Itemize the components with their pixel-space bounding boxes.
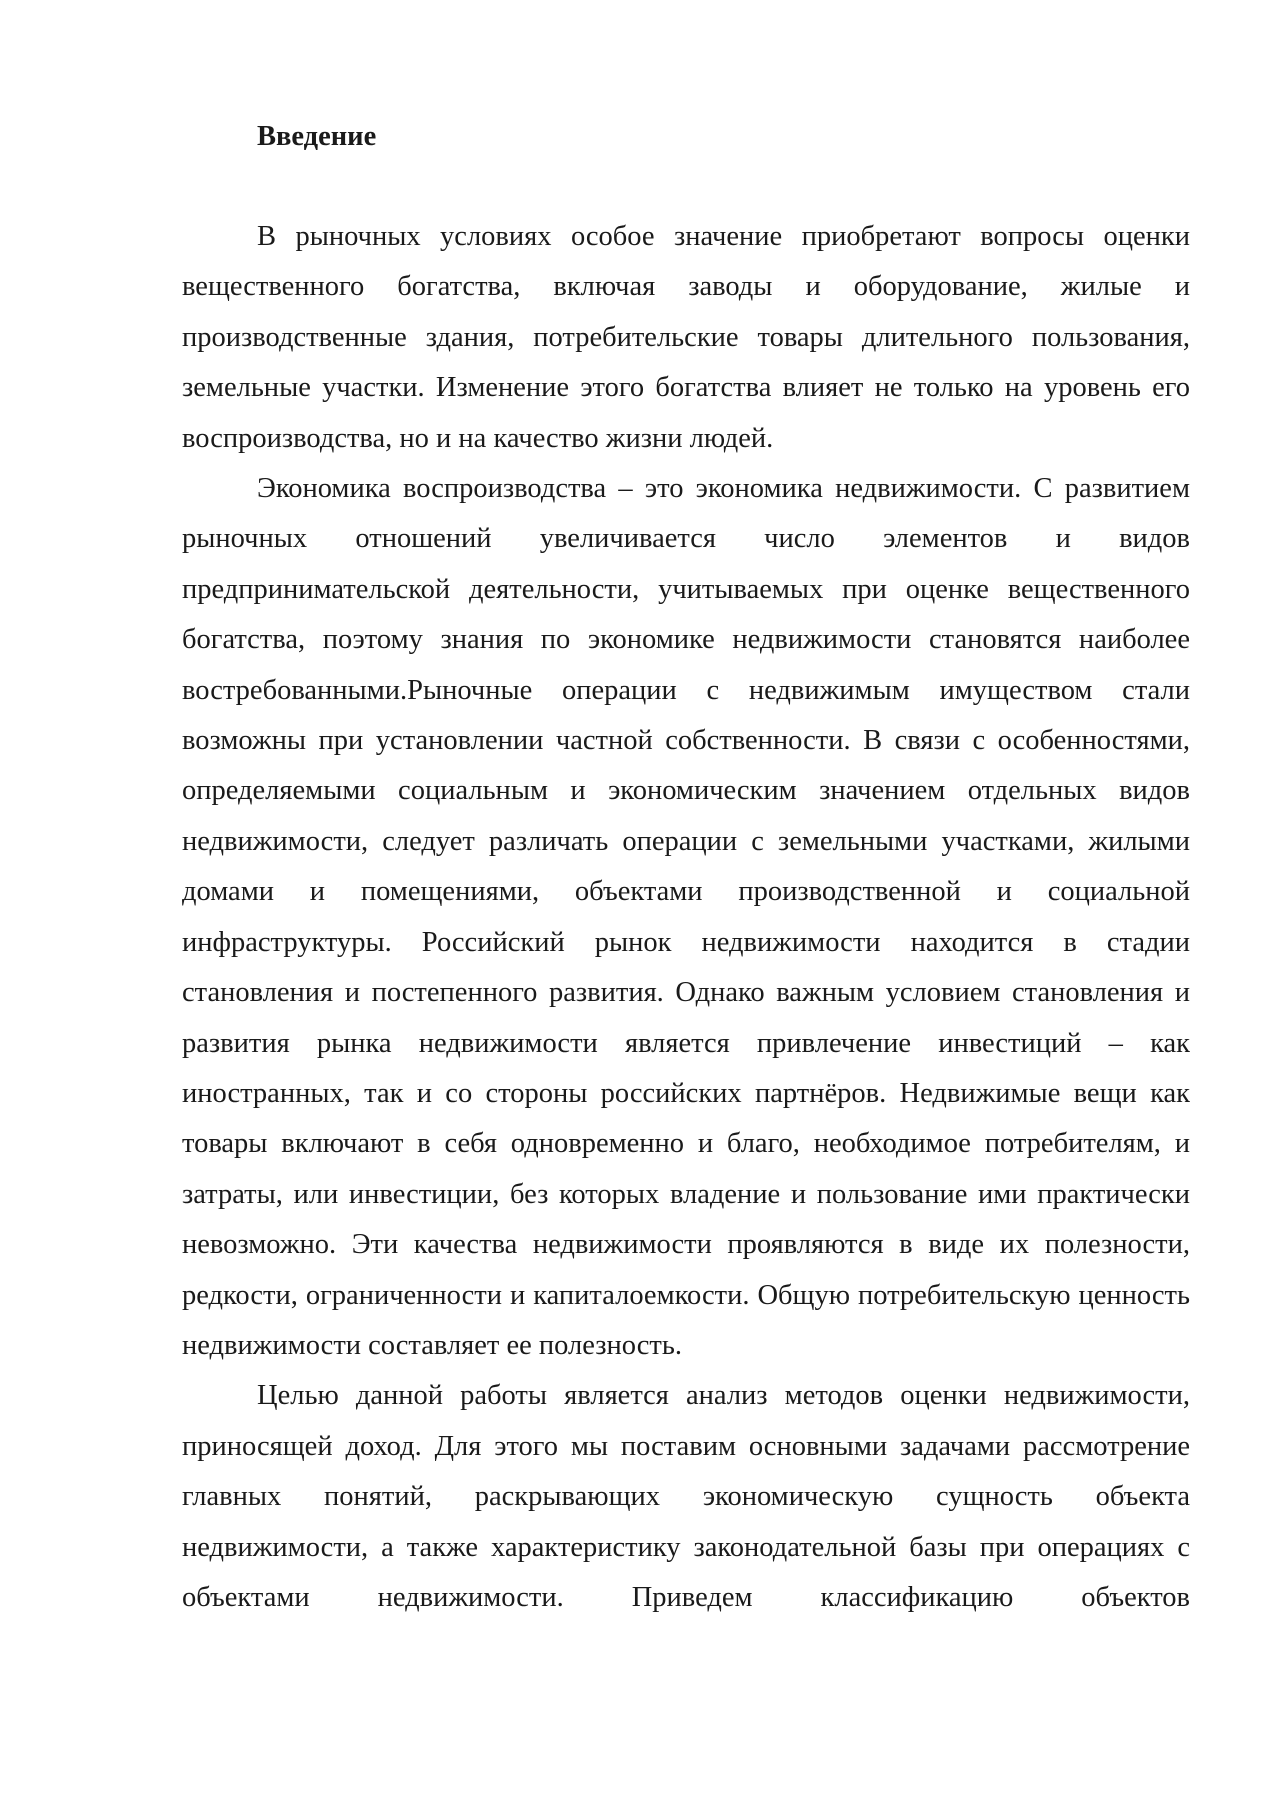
document-body <box>182 112 1190 1623</box>
section-heading: Введение <box>257 121 377 152</box>
paragraph-2: Экономика воспроизводства – это экономика недвижимости. С развитием рыночных отношений увеличивается число элементов и видов предпринимательской деятельности, учитываемых при оценке вещественного богатства, поэтому знания по экономике недвижимости становятся наиболее востребованными.Рыночные операции с недвижимым имуществом стали возможны при установлении частной собственности. В связи с особенностями, определяемыми социальным и экономическим значением отдельных видов недвижимости, следует различать операции с земельными участками, жилыми домами и помещениями, объектами производственной и социальной инфраструктуры. Российский рынок недвижимости находится в стадии становления и постепенного развития. Однако важным условием становления и развития рынка недвижимости является привлечение инвестиций – как иностранных, так и со стороны российских партнёров. Недвижимые вещи как товары включают в себя одновременно и благо, необходимое потребителям, и затраты, или инвестиции, без которых владение и пользование ими практически невозможно. Эти качества недвижимости проявляются в виде их полезности, редкости, ограниченности и капиталоемкости. Общую потребительскую ценность недвижимости составляет ее полезность. <box>182 473 1190 1361</box>
paragraph-3: Целью данной работы является анализ методов оценки недвижимости, приносящей доход. Для этого мы поставим основными задачами рассмотрение главных понятий, раскрывающих экономическую сущность объекта недвижимости, а также характеристику законодательной базы при операциях с объектами недвижимости. Приведем классификацию объектов <box>182 1380 1190 1613</box>
paragraph-1: В рыночных условиях особое значение приобретают вопросы оценки вещественного богатства, включая заводы и оборудование, жилые и производственные здания, потребительские товары длительного пользования, земельные участки. Изменение этого богатства влияет не только на уровень его воспроизводства, но и на качество жизни людей. <box>182 221 1190 454</box>
